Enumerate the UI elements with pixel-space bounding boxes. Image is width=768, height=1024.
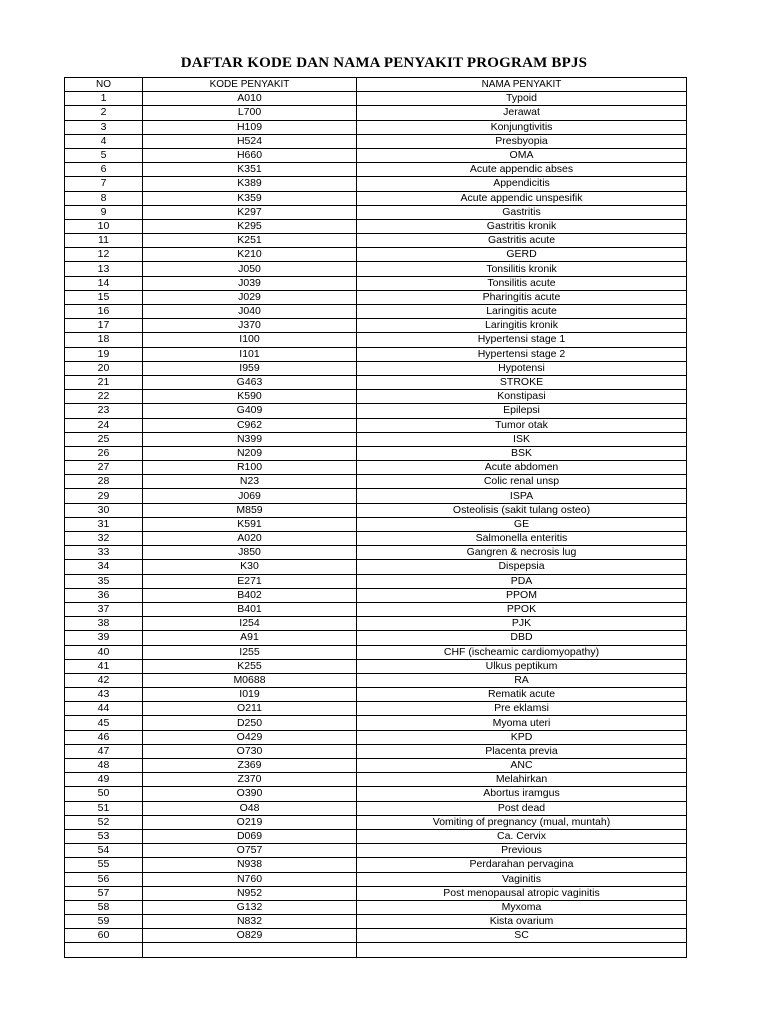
row-number: 38 xyxy=(65,617,143,631)
row-number: 59 xyxy=(65,915,143,929)
table-row xyxy=(65,461,687,475)
disease-code: K255 xyxy=(143,659,357,673)
disease-code: G409 xyxy=(143,404,357,418)
table-row xyxy=(65,858,687,872)
table-row xyxy=(65,872,687,886)
row-number: 22 xyxy=(65,390,143,404)
disease-code-table xyxy=(64,77,687,958)
disease-code: C962 xyxy=(143,418,357,432)
table-row xyxy=(65,333,687,347)
row-number: 30 xyxy=(65,503,143,517)
disease-code: O219 xyxy=(143,815,357,829)
disease-code: A91 xyxy=(143,631,357,645)
disease-name: Pre eklamsi xyxy=(357,702,687,716)
table-header-row xyxy=(65,78,687,92)
table-row xyxy=(65,744,687,758)
table-row xyxy=(65,390,687,404)
disease-name: Abortus iramgus xyxy=(357,787,687,801)
disease-code: K591 xyxy=(143,517,357,531)
table-row xyxy=(65,290,687,304)
table-row xyxy=(65,517,687,531)
disease-code: J850 xyxy=(143,546,357,560)
disease-name: Previous xyxy=(357,844,687,858)
disease-name: ISPA xyxy=(357,489,687,503)
disease-code: I100 xyxy=(143,333,357,347)
row-number: 14 xyxy=(65,276,143,290)
disease-code: N938 xyxy=(143,858,357,872)
row-number: 36 xyxy=(65,588,143,602)
disease-code: O390 xyxy=(143,787,357,801)
disease-code: N399 xyxy=(143,432,357,446)
row-number: 3 xyxy=(65,120,143,134)
row-number: 43 xyxy=(65,688,143,702)
disease-name: Hypertensi stage 1 xyxy=(357,333,687,347)
disease-name: Vomiting of pregnancy (mual, muntah) xyxy=(357,815,687,829)
table-row xyxy=(65,319,687,333)
table-row xyxy=(65,645,687,659)
table-row xyxy=(65,602,687,616)
row-number: 32 xyxy=(65,532,143,546)
disease-code: O211 xyxy=(143,702,357,716)
table-row xyxy=(65,702,687,716)
disease-code: E271 xyxy=(143,574,357,588)
disease-name: PPOM xyxy=(357,588,687,602)
table-row xyxy=(65,716,687,730)
table-row xyxy=(65,305,687,319)
table-row xyxy=(65,801,687,815)
table-row xyxy=(65,929,687,943)
row-number: 40 xyxy=(65,645,143,659)
row-number: 57 xyxy=(65,886,143,900)
row-number: 28 xyxy=(65,475,143,489)
disease-code: K210 xyxy=(143,248,357,262)
table-body xyxy=(65,92,687,957)
table-row xyxy=(65,205,687,219)
disease-name: Tonsilitis acute xyxy=(357,276,687,290)
disease-code: K251 xyxy=(143,234,357,248)
disease-name: Ca. Cervix xyxy=(357,829,687,843)
disease-name: Presbyopia xyxy=(357,134,687,148)
table-row xyxy=(65,560,687,574)
disease-name: Acute appendic unspesifik xyxy=(357,191,687,205)
table-row xyxy=(65,375,687,389)
disease-code: J040 xyxy=(143,305,357,319)
table-row xyxy=(65,163,687,177)
row-number: 7 xyxy=(65,177,143,191)
table-row xyxy=(65,191,687,205)
row-number: 2 xyxy=(65,106,143,120)
disease-code: G132 xyxy=(143,900,357,914)
row-number: 51 xyxy=(65,801,143,815)
disease-name: SC xyxy=(357,929,687,943)
disease-code: J370 xyxy=(143,319,357,333)
disease-name: OMA xyxy=(357,148,687,162)
row-number: 19 xyxy=(65,347,143,361)
disease-name: ISK xyxy=(357,432,687,446)
disease-name: BSK xyxy=(357,446,687,460)
disease-name: Hypotensi xyxy=(357,361,687,375)
table-row xyxy=(65,631,687,645)
disease-code: O429 xyxy=(143,730,357,744)
disease-name: RA xyxy=(357,673,687,687)
table-row xyxy=(65,92,687,106)
table-row xyxy=(65,659,687,673)
column-header-no: NO xyxy=(65,78,143,92)
row-number: 49 xyxy=(65,773,143,787)
disease-name: Vaginitis xyxy=(357,872,687,886)
disease-name: Jerawat xyxy=(357,106,687,120)
disease-name: Post menopausal atropic vaginitis xyxy=(357,886,687,900)
disease-code: O829 xyxy=(143,929,357,943)
disease-code: K297 xyxy=(143,205,357,219)
table-row xyxy=(65,432,687,446)
disease-code xyxy=(143,943,357,957)
disease-name: Melahirkan xyxy=(357,773,687,787)
disease-name: PDA xyxy=(357,574,687,588)
table-row xyxy=(65,475,687,489)
disease-name: DBD xyxy=(357,631,687,645)
disease-name: Myxoma xyxy=(357,900,687,914)
disease-code: O48 xyxy=(143,801,357,815)
disease-name: Acute appendic abses xyxy=(357,163,687,177)
row-number: 44 xyxy=(65,702,143,716)
document-title: DAFTAR KODE DAN NAMA PENYAKIT PROGRAM BPJS xyxy=(180,55,588,71)
disease-name: Hypertensi stage 2 xyxy=(357,347,687,361)
table-row xyxy=(65,773,687,787)
table-row xyxy=(65,886,687,900)
disease-name: Acute abdomen xyxy=(357,461,687,475)
row-number: 6 xyxy=(65,163,143,177)
row-number: 55 xyxy=(65,858,143,872)
row-number: 15 xyxy=(65,290,143,304)
row-number: 23 xyxy=(65,404,143,418)
row-number: 13 xyxy=(65,262,143,276)
disease-code: I019 xyxy=(143,688,357,702)
disease-code: N832 xyxy=(143,915,357,929)
row-number: 21 xyxy=(65,375,143,389)
table-row xyxy=(65,815,687,829)
row-number: 53 xyxy=(65,829,143,843)
disease-name: KPD xyxy=(357,730,687,744)
row-number: 10 xyxy=(65,219,143,233)
disease-code: O730 xyxy=(143,744,357,758)
row-number: 56 xyxy=(65,872,143,886)
disease-name: Salmonella enteritis xyxy=(357,532,687,546)
disease-code: M0688 xyxy=(143,673,357,687)
table-row xyxy=(65,829,687,843)
row-number: 45 xyxy=(65,716,143,730)
disease-code: K30 xyxy=(143,560,357,574)
table-row xyxy=(65,617,687,631)
row-number: 33 xyxy=(65,546,143,560)
row-number: 4 xyxy=(65,134,143,148)
disease-name: Colic renal unsp xyxy=(357,475,687,489)
disease-name xyxy=(357,943,687,957)
disease-code: I959 xyxy=(143,361,357,375)
table-row xyxy=(65,673,687,687)
disease-code: O757 xyxy=(143,844,357,858)
disease-code: J039 xyxy=(143,276,357,290)
row-number: 18 xyxy=(65,333,143,347)
table-row xyxy=(65,900,687,914)
table-row xyxy=(65,532,687,546)
row-number: 34 xyxy=(65,560,143,574)
table-row xyxy=(65,248,687,262)
row-number: 42 xyxy=(65,673,143,687)
row-number: 20 xyxy=(65,361,143,375)
table-row xyxy=(65,844,687,858)
disease-name: CHF (ischeamic cardiomyopathy) xyxy=(357,645,687,659)
table-row xyxy=(65,177,687,191)
table-row xyxy=(65,574,687,588)
row-number: 54 xyxy=(65,844,143,858)
disease-code: N952 xyxy=(143,886,357,900)
disease-code: D250 xyxy=(143,716,357,730)
row-number: 60 xyxy=(65,929,143,943)
disease-code: J050 xyxy=(143,262,357,276)
row-number: 35 xyxy=(65,574,143,588)
disease-name: Tumor otak xyxy=(357,418,687,432)
row-number: 37 xyxy=(65,602,143,616)
disease-code: N23 xyxy=(143,475,357,489)
table-row xyxy=(65,106,687,120)
disease-code: I254 xyxy=(143,617,357,631)
row-number: 25 xyxy=(65,432,143,446)
disease-name: Appendicitis xyxy=(357,177,687,191)
disease-code: K590 xyxy=(143,390,357,404)
row-number: 8 xyxy=(65,191,143,205)
table-row xyxy=(65,219,687,233)
disease-name: Gangren & necrosis lug xyxy=(357,546,687,560)
row-number: 41 xyxy=(65,659,143,673)
disease-code: Z370 xyxy=(143,773,357,787)
table-row xyxy=(65,347,687,361)
row-number: 39 xyxy=(65,631,143,645)
row-number: 50 xyxy=(65,787,143,801)
disease-name: ANC xyxy=(357,759,687,773)
disease-name: Laringitis kronik xyxy=(357,319,687,333)
row-number: 58 xyxy=(65,900,143,914)
table-row xyxy=(65,234,687,248)
disease-name: Ulkus peptikum xyxy=(357,659,687,673)
disease-name: Gastritis xyxy=(357,205,687,219)
disease-code: Z369 xyxy=(143,759,357,773)
disease-code: H524 xyxy=(143,134,357,148)
disease-name: Pharingitis acute xyxy=(357,290,687,304)
disease-code: A010 xyxy=(143,92,357,106)
table-row xyxy=(65,730,687,744)
disease-code: D069 xyxy=(143,829,357,843)
table-row xyxy=(65,688,687,702)
table-row xyxy=(65,588,687,602)
column-header-name: NAMA PENYAKIT xyxy=(357,78,687,92)
disease-code: J069 xyxy=(143,489,357,503)
disease-name: Konstipasi xyxy=(357,390,687,404)
row-number: 12 xyxy=(65,248,143,262)
column-header-code: KODE PENYAKIT xyxy=(143,78,357,92)
row-number: 9 xyxy=(65,205,143,219)
table-row xyxy=(65,134,687,148)
disease-code: M859 xyxy=(143,503,357,517)
disease-name: Kista ovarium xyxy=(357,915,687,929)
disease-name: PPOK xyxy=(357,602,687,616)
disease-name: GE xyxy=(357,517,687,531)
table-row xyxy=(65,361,687,375)
table-row xyxy=(65,503,687,517)
table-row xyxy=(65,943,687,957)
disease-name: Tonsilitis kronik xyxy=(357,262,687,276)
disease-code: H109 xyxy=(143,120,357,134)
row-number: 29 xyxy=(65,489,143,503)
disease-name: PJK xyxy=(357,617,687,631)
row-number: 52 xyxy=(65,815,143,829)
disease-name: Gastritis acute xyxy=(357,234,687,248)
row-number xyxy=(65,943,143,957)
disease-code: K351 xyxy=(143,163,357,177)
disease-name: Gastritis kronik xyxy=(357,219,687,233)
table-row xyxy=(65,787,687,801)
row-number: 11 xyxy=(65,234,143,248)
disease-name: Osteolisis (sakit tulang osteo) xyxy=(357,503,687,517)
row-number: 47 xyxy=(65,744,143,758)
row-number: 1 xyxy=(65,92,143,106)
disease-name: Perdarahan pervagina xyxy=(357,858,687,872)
row-number: 26 xyxy=(65,446,143,460)
table-row xyxy=(65,262,687,276)
disease-code: B402 xyxy=(143,588,357,602)
disease-code: J029 xyxy=(143,290,357,304)
disease-code: N760 xyxy=(143,872,357,886)
row-number: 5 xyxy=(65,148,143,162)
disease-name: STROKE xyxy=(357,375,687,389)
table-row xyxy=(65,446,687,460)
disease-code: B401 xyxy=(143,602,357,616)
row-number: 27 xyxy=(65,461,143,475)
row-number: 16 xyxy=(65,305,143,319)
disease-name: GERD xyxy=(357,248,687,262)
disease-name: Epilepsi xyxy=(357,404,687,418)
row-number: 46 xyxy=(65,730,143,744)
table-row xyxy=(65,404,687,418)
disease-code: G463 xyxy=(143,375,357,389)
table-row xyxy=(65,546,687,560)
disease-name: Konjungtivitis xyxy=(357,120,687,134)
disease-code: K295 xyxy=(143,219,357,233)
row-number: 48 xyxy=(65,759,143,773)
disease-code: N209 xyxy=(143,446,357,460)
table-row xyxy=(65,915,687,929)
table-row xyxy=(65,759,687,773)
row-number: 31 xyxy=(65,517,143,531)
disease-code: L700 xyxy=(143,106,357,120)
table-row xyxy=(65,120,687,134)
disease-code: A020 xyxy=(143,532,357,546)
disease-name: Typoid xyxy=(357,92,687,106)
disease-name: Rematik acute xyxy=(357,688,687,702)
disease-name: Placenta previa xyxy=(357,744,687,758)
table-row xyxy=(65,418,687,432)
disease-name: Laringitis acute xyxy=(357,305,687,319)
row-number: 24 xyxy=(65,418,143,432)
disease-code: H660 xyxy=(143,148,357,162)
disease-code: I101 xyxy=(143,347,357,361)
row-number: 17 xyxy=(65,319,143,333)
table-row xyxy=(65,148,687,162)
disease-name: Dispepsia xyxy=(357,560,687,574)
disease-name: Myoma uteri xyxy=(357,716,687,730)
disease-code: K389 xyxy=(143,177,357,191)
disease-code: K359 xyxy=(143,191,357,205)
disease-name: Post dead xyxy=(357,801,687,815)
disease-code: R100 xyxy=(143,461,357,475)
disease-code: I255 xyxy=(143,645,357,659)
table-row xyxy=(65,489,687,503)
table-row xyxy=(65,276,687,290)
